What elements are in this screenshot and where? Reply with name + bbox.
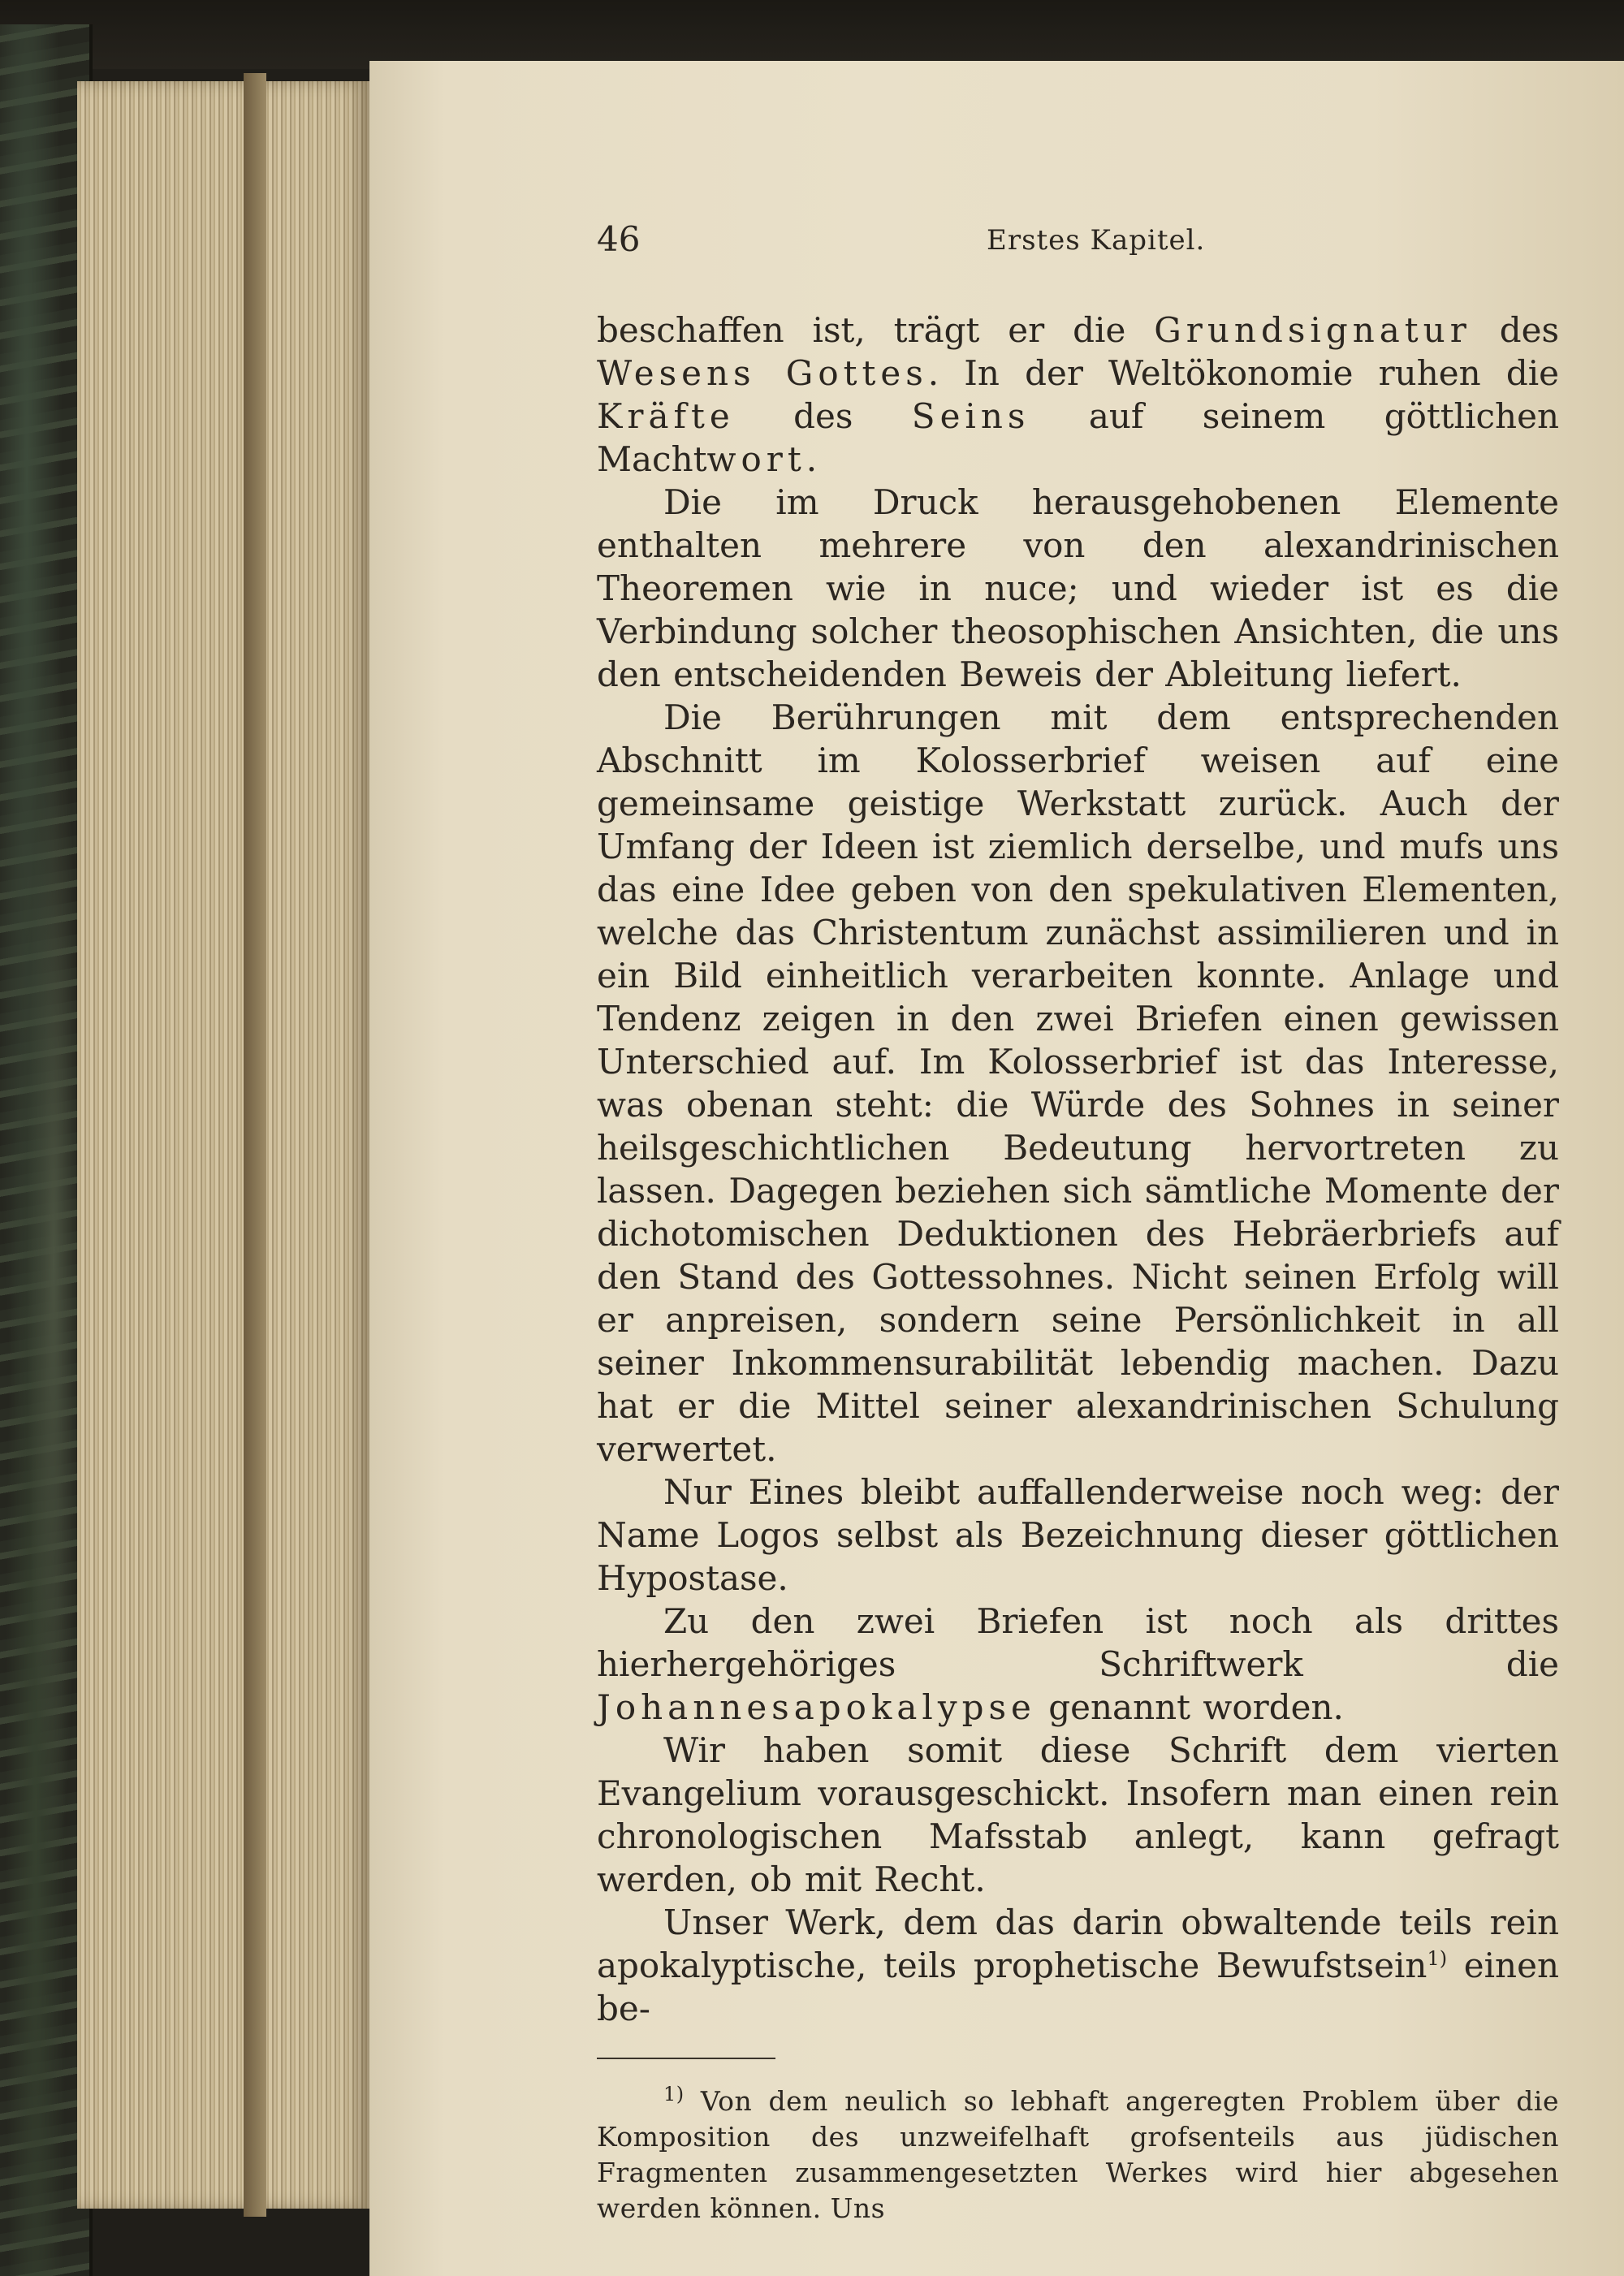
paragraph-6: Wir haben somit diese Schrift dem vierten Evangelium vorausgeschickt. Insofern man einen rein chronologischen Mafsstab anlegt, kann gefragt werden, ob mit Recht.: [597, 1730, 1559, 1899]
spaced-emphasis: Grundsignatur: [1154, 310, 1471, 350]
scan-background: [0, 0, 1624, 69]
text-run: des: [734, 396, 912, 436]
page-edges-stack: [77, 81, 369, 2209]
text-run: Unser Werk, dem das darin obwaltende teils rein apokalyptische, teils prophetische Bewufstsein: [597, 1902, 1559, 1985]
page-edge-shadow: [244, 73, 266, 2217]
footnote-separator: [597, 2058, 775, 2059]
chapter-title: Erstes Kapitel.: [987, 224, 1206, 257]
footnote-reference: 1): [1427, 1947, 1448, 1970]
footnote-marker: 1): [663, 2083, 685, 2105]
spaced-emphasis: wort: [706, 439, 806, 479]
footnote-text: Von dem neulich so lebhaft angeregten Problem über die Komposition des unzweifelhaft grofsenteils aus jüdischen Fragmenten zusammengesetzten Werkes wird hier abgesehen werden können. Uns: [597, 2085, 1559, 2224]
paragraph-4: Nur Eines bleibt auffallenderweise noch weg: der Name Logos selbst als Bezeichnung dieser göttlichen Hypostase.: [597, 1472, 1559, 1598]
text-run: . In der Weltökonomie ruhen die: [927, 353, 1560, 393]
spaced-emphasis: Wesens Gottes: [597, 353, 928, 393]
text-run: .: [806, 439, 818, 479]
page-text: [597, 219, 1559, 2226]
text-run: Zu den zwei Briefen ist noch als drittes hierhergehöriges Schriftwerk die: [597, 1601, 1559, 1684]
spaced-emphasis: Seins: [911, 396, 1030, 436]
paragraph-1: [597, 309, 1559, 481]
page-number: 46: [597, 219, 641, 259]
spaced-emphasis: Johannesapokalypse: [597, 1687, 1036, 1727]
text-run: auf seinem göttlichen Macht: [597, 396, 1560, 479]
spaced-emphasis: Kräfte: [597, 396, 735, 436]
footnote: [597, 2084, 1559, 2226]
paragraph-2: Die im Druck herausgehobenen Elemente enthalten mehrere von den alexandrinischen Theoremen wie in nuce; und wieder ist es die Verbindung solcher theosophischen Ansichten, die uns den entscheidenden Beweis der Ableitung liefert.: [597, 482, 1559, 694]
text-run: genannt worden.: [1035, 1687, 1344, 1727]
text-run: des: [1471, 310, 1560, 350]
paragraph-3: Die Berührungen mit dem entsprechenden Abschnitt im Kolosserbrief weisen auf eine gemeinsame geistige Werkstatt zurück. Auch der Umfang der Ideen ist ziemlich derselbe, und mufs uns das eine Idee geben von den spekulativen Elementen, welche das Christentum zunächst assimilieren und in ein Bild einheitlich verarbeiten konnte. Anlage und Tendenz zeigen in den zwei Briefen einen gewissen Unterschied auf. Im Kolosserbrief ist das Interesse, was obenan steht: die Würde des Sohnes in seiner heilsgeschichtlichen Bedeutung hervortreten zu lassen. Dagegen beziehen sich sämtliche Momente der dichotomischen Deduktionen des Hebräerbriefs auf den Stand des Gottessohnes. Nicht seinen Erfolg will er anpreisen, sondern seine Persönlichkeit in all seiner Inkommensurabilität lebendig machen. Dazu hat er die Mittel seiner alexandrinischen Schulung verwertet.: [597, 697, 1559, 1469]
paragraph-7: [597, 1901, 1559, 2030]
running-head: [597, 219, 1559, 268]
paragraph-5: [597, 1600, 1559, 1729]
text-run: einen be-: [597, 1946, 1559, 2028]
text-run: beschaffen ist, trägt er die: [597, 310, 1155, 350]
